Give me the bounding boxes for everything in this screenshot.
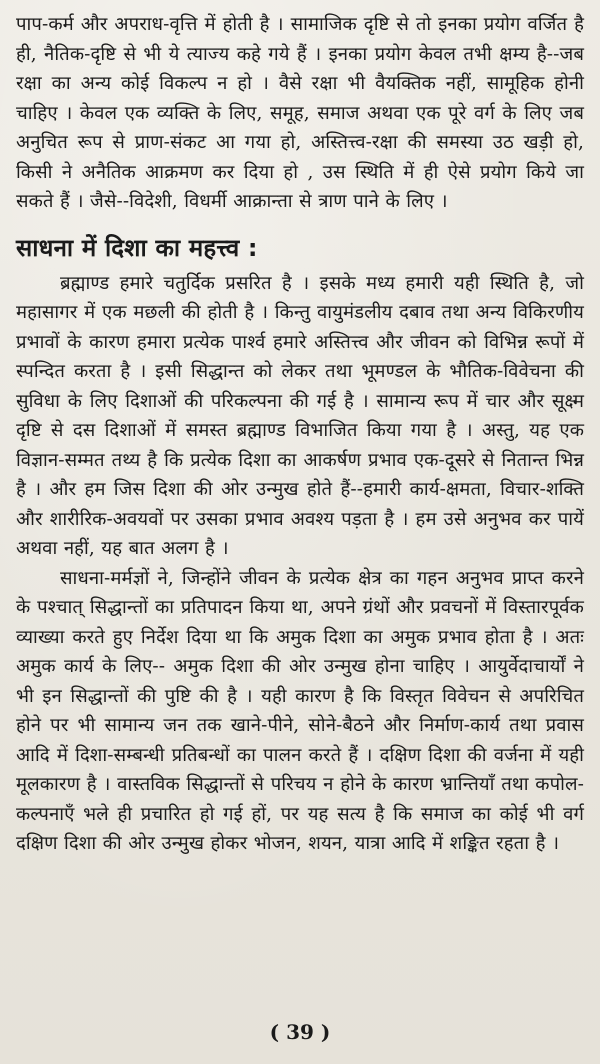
intro-paragraph: पाप-कर्म और अपराध-वृत्ति में होती है । सामाजिक दृष्टि से तो इनका प्रयोग वर्जित है ही, नैतिक-दृष्टि से भी ये त्याज्य कहे गये हैं । इनका प्रयोग केवल तभी क्षम्य है--जब रक्षा का अन्य कोई विकल्प न हो । वैसे रक्षा भी वैयक्तिक नहीं, सामूहिक होनी चाहिए । केवल एक व्यक्ति के लिए, समूह, समाज अथवा एक पूरे वर्ग के लिए जब अनुचित रूप से प्राण-संकट आ गया हो, अस्तित्त्व-रक्षा की समस्या उठ खड़ी हो, किसी ने अनैतिक आक्रमण कर दिया हो , उस स्थिति में ही ऐसे प्रयोग किये जा सकते हैं । जैसे--विदेशी, विधर्मी आक्रान्ता से त्राण पाने के लिए ।: [16, 14, 584, 212]
page-number: ( 39 ): [269, 1020, 331, 1044]
body-paragraph-2: साधना-मर्मज्ञों ने, जिन्होंने जीवन के प्रत्येक क्षेत्र का गहन अनुभव प्राप्त करने के पश्चात् सिद्धान्तों का प्रतिपादन किया था, अपने ग्रंथों और प्रवचनों में विस्तारपूर्वक व्याख्या करते हुए निर्देश दिया था कि अमुक दिशा का अमुक प्रभाव होता है । अतः अमुक कार्य के लिए-- अमुक दिशा की ओर उन्मुख होना चाहिए । आयुर्वेदाचार्यों ने भी इन सिद्धान्तों की पुष्टि की है । यही कारण है कि विस्तृत विवेचन से अपरिचित होने पर भी सामान्य जन तक खाने-पीने, सोने-बैठने और निर्माण-कार्य तथा प्रवास आदि में दिशा-सम्बन्धी प्रतिबन्धों का पालन करते हैं । दक्षिण दिशा की वर्जना में यही मूलकारण है । वास्तविक सिद्धान्तों से परिचय न होने के कारण भ्रान्तियाँ तथा कपोल-कल्पनाएँ भले ही प्रचारित हो गई हों, पर यह सत्य है कि समाज का कोई भी वर्ग दक्षिण दिशा की ओर उन्मुख होकर भोजन, शयन, यात्रा आदि में शङ्कित रहता है ।: [16, 567, 584, 854]
body-paragraph-1: ब्रह्माण्ड हमारे चतुर्दिक प्रसरित है । इसके मध्य हमारी यही स्थिति है, जो महासागर में एक मछली की होती है । किन्तु वायुमंडलीय दबाव तथा अन्य विकिरणीय प्रभावों के कारण हमारा प्रत्येक पार्श्व हमारे अस्तित्त्व और जीवन को विभिन्न रूपों में स्पन्दित करता है । इसी सिद्धान्त को लेकर तथा भूमण्डल के भौतिक-विवेचना की सुविधा के लिए दिशाओं की परिकल्पना की गई है । सामान्य रूप में चार और सूक्ष्म दृष्टि से दस दिशाओं में समस्त ब्रह्माण्ड विभाजित किया गया है । अस्तु, यह एक विज्ञान-सम्मत तथ्य है कि प्रत्येक दिशा का आकर्षण प्रभाव एक-दूसरे से नितान्त भिन्न है । और हम जिस दिशा की ओर उन्मुख होते हैं--हमारी कार्य-क्षमता, विचार-शक्ति और शारीरिक-अवयवों पर उसका प्रभाव अवश्य पड़ता है । हम उसे अनुभव कर पायें अथवा नहीं, यह बात अलग है ।: [16, 272, 584, 559]
section-heading: साधना में दिशा का महत्त्व :: [16, 233, 258, 262]
